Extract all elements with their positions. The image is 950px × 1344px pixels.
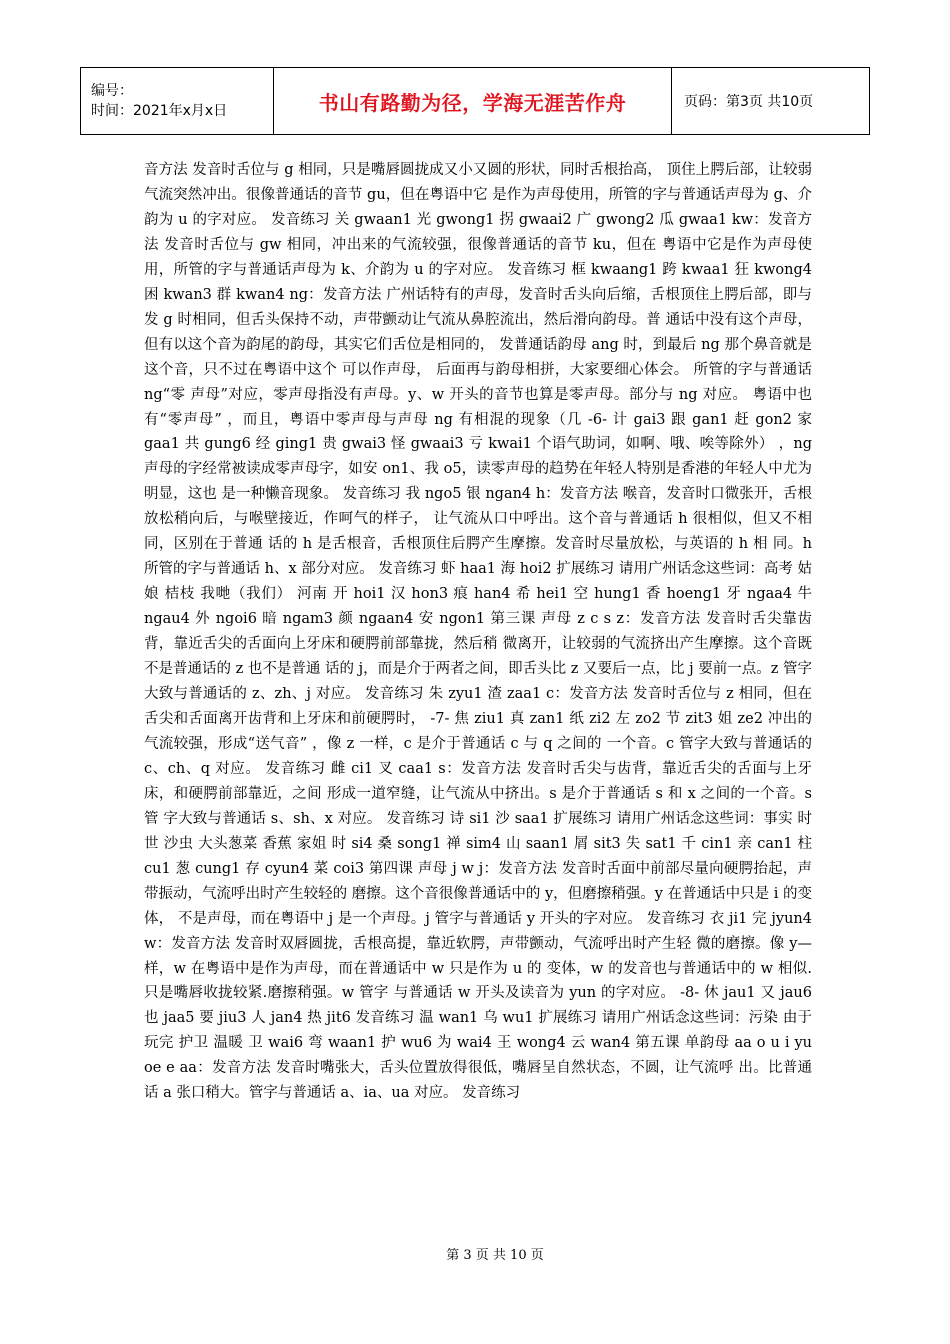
motto-text: 书山有路勤为径，学海无涯苦作舟 xyxy=(318,90,627,115)
header-motto-cell xyxy=(274,68,672,134)
page-footer xyxy=(0,1244,950,1263)
date-line: 时间：2021年x月x日 xyxy=(91,103,228,119)
page-info: 页码：第3页 共10页 xyxy=(684,94,814,110)
header-meta-cell xyxy=(81,68,274,134)
document-body xyxy=(144,158,812,1106)
body-paragraph: 音方法 发音时舌位与 g 相同，只是嘴唇圆拢成又小又圆的形状，同时舌根抬高， 顶住上腭后部，让较弱气流突然冲出。很像普通话的音节 gu，但在粤语中它 是作为声母使用，所管的字与普通话声母为 g、介韵为 u 的字对应。 发音练习 关 gwaan1 光 gwong1 拐 gwaai2 广 gwong2 瓜 gwaa1 kw：发音方法 发音时舌位与 gw 相同，冲出来的气流较强，很像普通话的音节 ku，但在 粤语中它是作为声母使用，所管的字与普通话声母为 k、介韵为 u 的字对应。 发音练习 框 kwaang1 跨 kwaa1 狂 kwong4 困 kwan3 群 kwan4 ng：发音方法 广州话特有的声母，发音时舌头向后缩，舌根顶住上腭后部，即与发 g 时相同，但舌头保持不动，声带颤动让气流从鼻腔流出，然后滑向韵母。普 通话中没有这个声母，但有以这个音为韵尾的韵母，其实它们舌位是相同的， 发普通话韵母 ang 时，到最后 ng 那个鼻音就是这个音，只不过在粤语中这个 可以作声母， 后面再与韵母相拼，大家要细心体会。 所管的字与普通话 ng“零 声母”对应，零声母指没有声母。y、w 开头的音节也算是零声母。部分与 ng 对应。 粤语中也有“零声母” ，而且，粤语中零声母与声母 ng 有相混的现象（几 -6- 计 gai3 跟 gan1 赶 gon2 家 gaa1 共 gung6 经 ging1 贵 gwai3 怪 gwaai3 亏 kwai1 个语气助词，如啊、哦、唉等除外） ，ng 声母的字经常被读成零声母字，如安 on1、我 o5，读零声母的趋势在年轻人特别是香港的年轻人中尤为明显，这也 是一种懒音现象。 发音练习 我 ngo5 银 ngan4 h：发音方法 喉音，发音时口微张开，舌根放松稍向后，与喉壁接近，作呵气的样子， 让气流从口中呼出。这个音与普通话 h 很相似，但又不相同，区别在于普通 话的 h 是舌根音，舌根顶住后腭产生摩擦。发音时尽量放松，与英语的 h 相 同。h 所管的字与普通话 h、x 部分对应。 发音练习 虾 haa1 海 hoi2 扩展练习 请用广州话念这些词：高考 姑娘 桔枝 我哋（我们） 河南 开 hoi1 汉 hon3 痕 han4 希 hei1 空 hung1 香 hoeng1 牙 ngaa4 牛 ngau4 外 ngoi6 暗 ngam3 颜 ngaan4 安 ngon1 第三课 声母 z c s z：发音方法 发音时舌尖靠齿背，靠近舌尖的舌面向上牙床和硬腭前部靠拢，然后稍 微离开，让较弱的气流挤出产生摩擦。这个音既不是普通话的 z 也不是普通 话的 j，而是介于两者之间，即舌头比 z 又要后一点，比 j 要前一点。z 管字大致与普通话的 z、zh、j 对应。 发音练习 朱 zyu1 渣 zaa1 c：发音方法 发音时舌位与 z 相同，但在舌尖和舌面离开齿背和上牙床和前硬腭时， -7- 焦 ziu1 真 zan1 纸 zi2 左 zo2 节 zit3 姐 ze2 冲出的气流较强，形成“送气音” ，像 z 一样，c 是介于普通话 c 与 q 之间的 一个音。c 管字大致与普通话的 c、ch、q 对应。 发音练习 雌 ci1 叉 caa1 s：发音方法 发音时舌尖与齿背，靠近舌尖的舌面与上牙床，和硬腭前部靠近，之间 形成一道窄缝，让气流从中挤出。s 是介于普通话 s 和 x 之间的一个音。s 管 字大致与普通话 s、sh、x 对应。 发音练习 诗 si1 沙 saa1 扩展练习 请用广州话念这些词：事实 时世 沙虫 大头葱菜 香蕉 家姐 时 si4 桑 song1 禅 sim4 山 saan1 屑 sit3 失 sat1 千 cin1 亲 can1 柱 cu1 葱 cung1 存 cyun4 菜 coi3 第四课 声母 j w j：发音方法 发音时舌面中前部尽量向硬腭抬起，声带振动，气流呼出时产生较轻的 磨擦。这个音很像普通话中的 y，但磨擦稍强。y 在普通话中只是 i 的变体， 不是声母，而在粤语中 j 是一个声母。j 管字与普通话 y 开头的字对应。 发音练习 衣 ji1 完 jyun4 w：发音方法 发音时双唇圆拢，舌根高提，靠近软腭，声带颤动，气流呼出时产生轻 微的磨擦。像 y—样，w 在粤语中是作为声母，而在普通话中 w 只是作为 u 的 变体，w 的发音也与普通话中的 w 相似.只是嘴唇收拢较紧.磨擦稍强。w 管字 与普通话 w 开头及读音为 yun 的字对应。 -8- 休 jau1 又 jau6 也 jaa5 要 jiu3 人 jan4 热 jit6 发音练习 温 wan1 乌 wu1 扩展练习 请用广州话念这些词：污染 由于 玩完 护卫 温暖 卫 wai6 弯 waan1 护 wu6 为 wai4 王 wong4 云 wan4 第五课 单韵母 aa o u i yu oe e aa：发音方法 发音时嘴张大，舌头位置放得很低，嘴唇呈自然状态，不圆，让气流呼 出。比普通话 a 张口稍大。管字与普通话 a、ia、ua 对应。 发音练习 xyxy=(144,162,812,1102)
number-label: 编号： xyxy=(91,83,133,99)
page-header xyxy=(80,67,870,135)
header-page-cell xyxy=(672,68,869,134)
footer-page-number: 第 3 页 共 10 页 xyxy=(446,1248,544,1263)
